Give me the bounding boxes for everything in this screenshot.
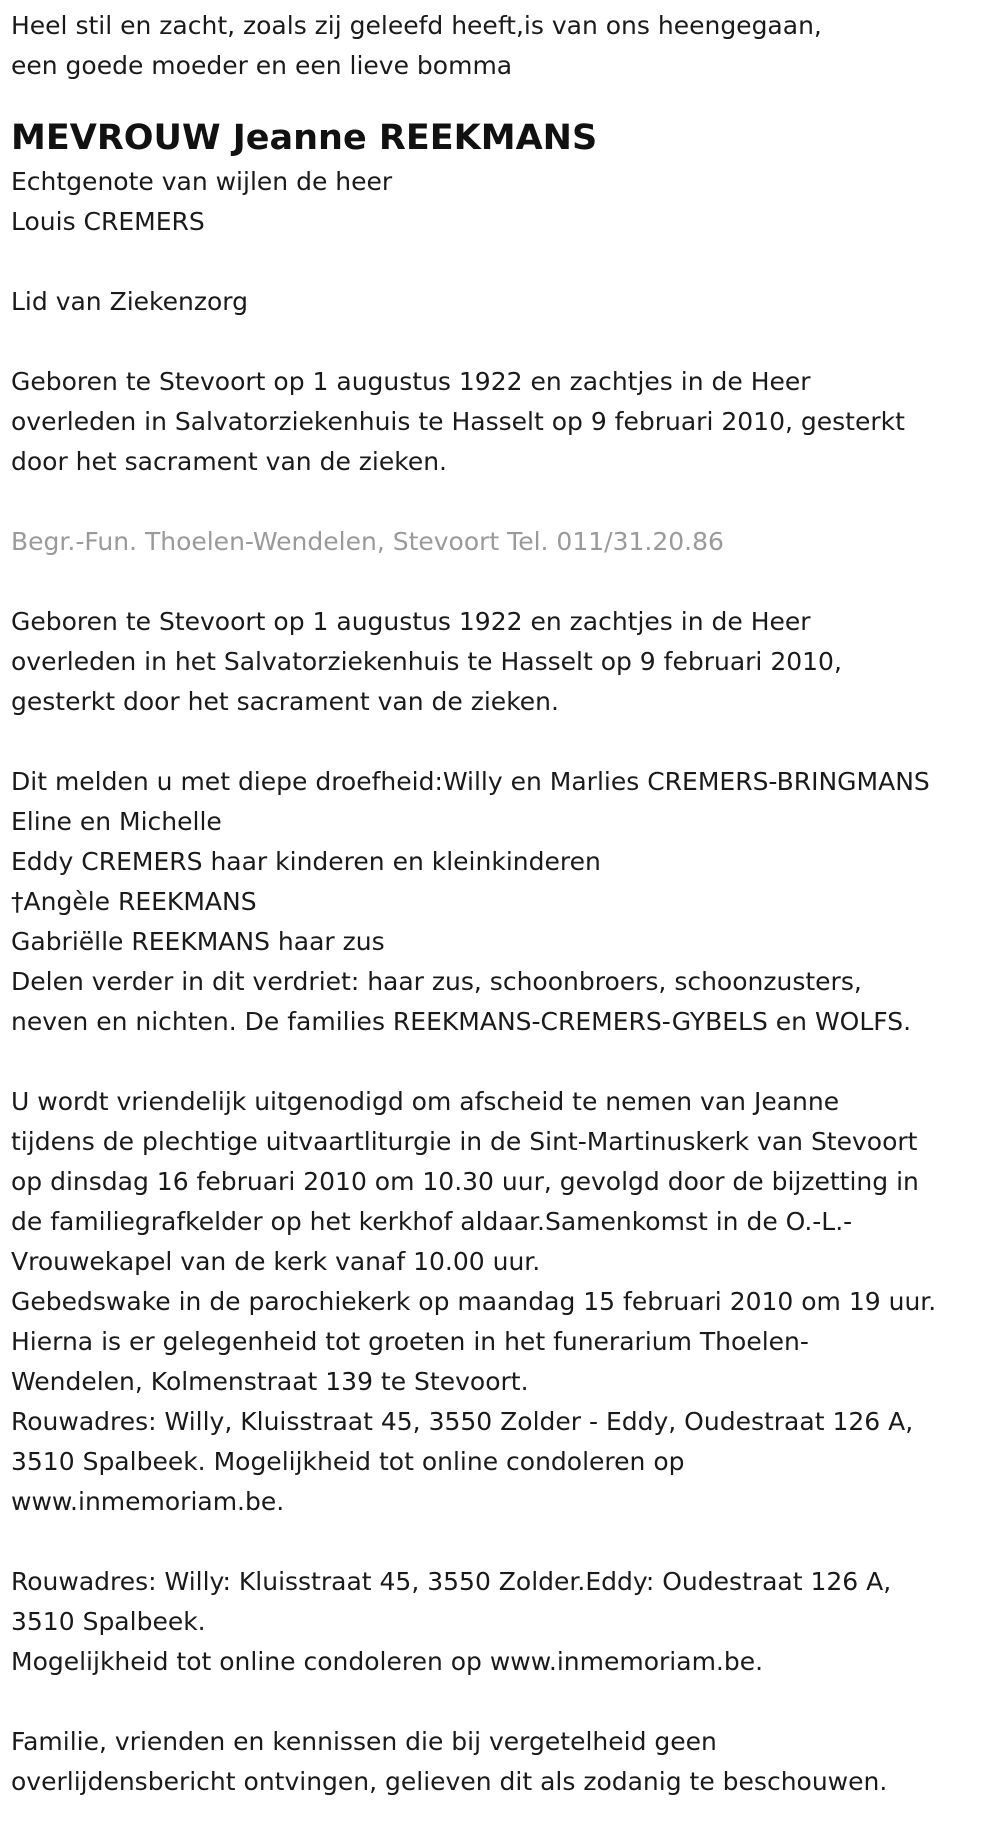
closing-line: Familie, vrienden en kennissen die bij vergetelheid geen [11,1727,717,1756]
family-line: †Angèle REEKMANS [11,887,257,916]
closing-paragraph [11,1722,996,1802]
spacer [11,322,996,362]
spacer [11,722,996,762]
address-line: 3510 Spalbeek. [11,1607,206,1636]
closing-line: overlijdensbericht ontvingen, gelieven dit als zodanig te beschouwen. [11,1767,888,1796]
deceased-name-heading: MEVROUW Jeanne REEKMANS [11,118,598,158]
address-line: Rouwadres: Willy: Kluisstraat 45, 3550 Zolder.Eddy: Oudestraat 126 A, [11,1567,892,1596]
obituary-document [11,6,996,1802]
spacer [11,482,996,522]
ceremony-line: Vrouwekapel van de kerk vanaf 10.00 uur. [11,1247,541,1276]
family-line: Delen verder in dit verdriet: haar zus, schoonbroers, schoonzusters, [11,967,862,996]
intro-line: een goede moeder en een lieve bomma [11,51,513,80]
ceremony-line: Wendelen, Kolmenstraat 139 te Stevoort. [11,1367,529,1396]
address-line: Mogelijkheid tot online condoleren op www.inmemoriam.be. [11,1647,764,1676]
ceremony-line: Rouwadres: Willy, Kluisstraat 45, 3550 Zolder - Eddy, Oudestraat 126 A, [11,1407,914,1436]
family-line: Dit melden u met diepe droefheid:Willy en Marlies CREMERS-BRINGMANS [11,767,930,796]
family-line: Eddy CREMERS haar kinderen en kleinkinderen [11,847,601,876]
ceremony-paragraph [11,1082,996,1522]
ceremony-line: tijdens de plechtige uitvaartliturgie in de Sint-Martinuskerk van Stevoort [11,1127,918,1156]
ceremony-line: U wordt vriendelijk uitgenodigd om afscheid te nemen van Jeanne [11,1087,840,1116]
birth-death-line: Geboren te Stevoort op 1 augustus 1922 en zachtjes in de Heer [11,367,811,396]
birth-death-line: Geboren te Stevoort op 1 augustus 1922 en zachtjes in de Heer [11,607,811,636]
spacer [11,1522,996,1562]
ceremony-line: 3510 Spalbeek. Mogelijkheid tot online condoleren op [11,1447,685,1476]
ceremony-line: Gebedswake in de parochiekerk op maandag 15 februari 2010 om 19 uur. [11,1287,937,1316]
birth-death-line: gesterkt door het sacrament van de zieken. [11,687,559,716]
birth-death-line: door het sacrament van de zieken. [11,447,447,476]
family-line: neven en nichten. De families REEKMANS-CREMERS-GYBELS en WOLFS. [11,1007,912,1036]
spacer [11,562,996,602]
spouse-line: Louis CREMERS [11,207,205,236]
spacer [11,1042,996,1082]
spacer [11,1682,996,1722]
ceremony-line: www.inmemoriam.be. [11,1487,285,1516]
ceremony-line: op dinsdag 16 februari 2010 om 10.30 uur, gevolgd door de bijzetting in [11,1167,919,1196]
membership-line: Lid van Ziekenzorg [11,287,248,316]
spouse-line: Echtgenote van wijlen de heer [11,167,393,196]
intro-line: Heel stil en zacht, zoals zij geleefd heeft,is van ons heengegaan, [11,11,822,40]
ceremony-line: de familiegrafkelder op het kerkhof aldaar.Samenkomst in de O.-L.- [11,1207,853,1236]
birth-death-line: overleden in het Salvatorziekenhuis te Hasselt op 9 februari 2010, [11,647,842,676]
family-line: Eline en Michelle [11,807,222,836]
ceremony-line: Hierna is er gelegenheid tot groeten in het funerarium Thoelen- [11,1327,809,1356]
birth-death-line: overleden in Salvatorziekenhuis te Hasselt op 9 februari 2010, gesterkt [11,407,905,436]
birth-death-paragraph-1 [11,362,996,482]
funeral-home-line: Begr.-Fun. Thoelen-Wendelen, Stevoort Tel. 011/31.20.86 [11,527,724,556]
spouse-paragraph [11,162,996,242]
intro-paragraph [11,6,996,86]
family-line: Gabriëlle REEKMANS haar zus [11,927,385,956]
address-paragraph [11,1562,996,1682]
spacer [11,242,996,282]
birth-death-paragraph-2 [11,602,996,722]
family-paragraph [11,762,996,1042]
